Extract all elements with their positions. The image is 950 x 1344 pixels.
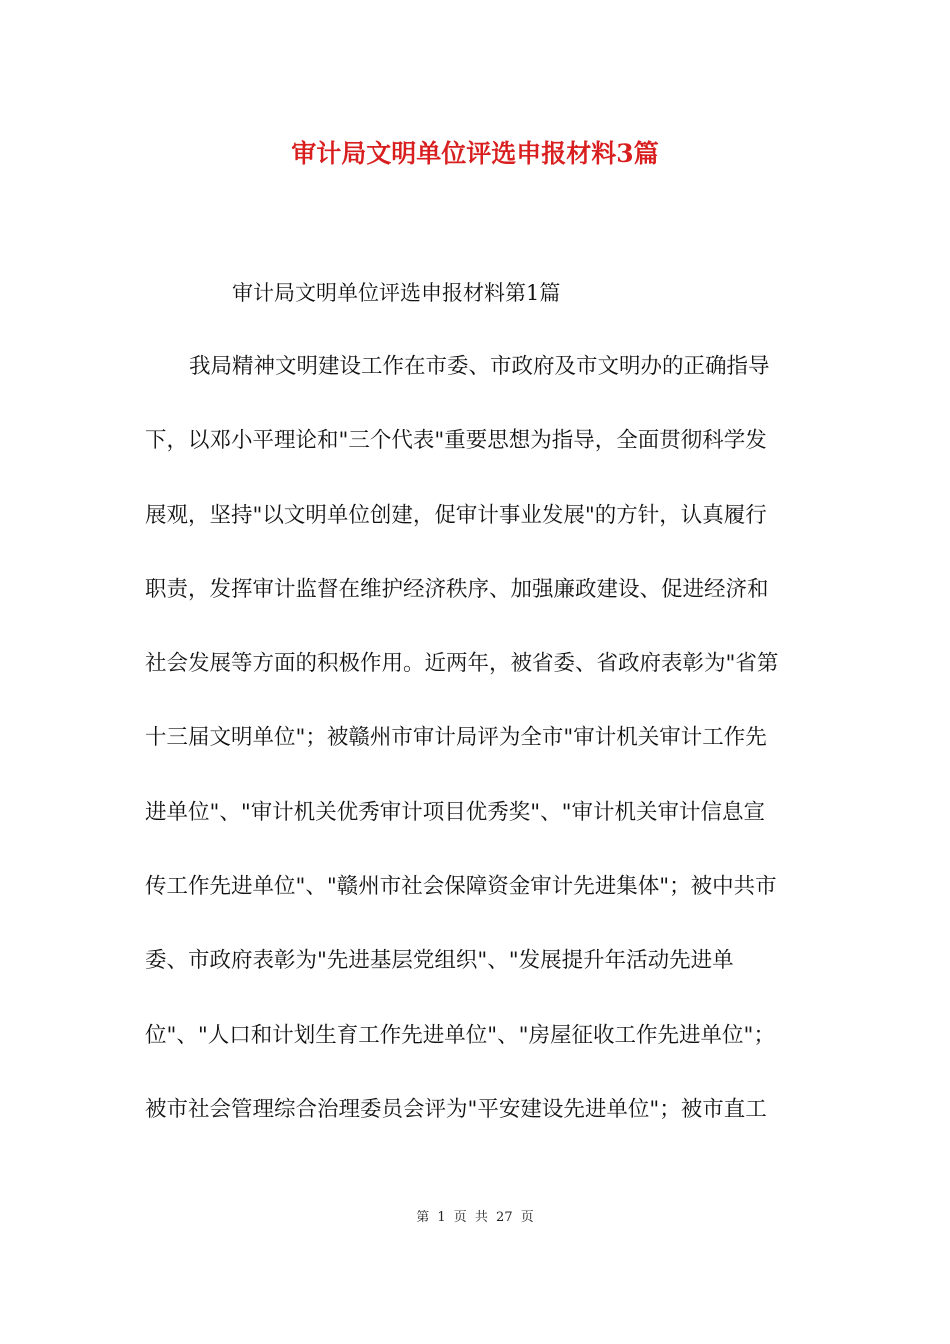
body-line: 十三届文明单位"；被赣州市审计局评为全市"审计机关审计工作先 xyxy=(145,725,767,751)
body-line: 社会发展等方面的积极作用。近两年，被省委、省政府表彰为"省第 xyxy=(145,651,779,677)
body-line: 委、市政府表彰为"先进基层党组织"、"发展提升年活动先进单 xyxy=(145,948,734,974)
body-paragraph xyxy=(145,349,810,1166)
section-heading: 审计局文明单位评选申报材料第1篇 xyxy=(232,281,561,305)
body-line: 展观，坚持"以文明单位创建，促审计事业发展"的方针，认真履行 xyxy=(145,502,767,528)
document-title: 审计局文明单位评选申报材料3篇 xyxy=(291,139,659,168)
body-line: 传工作先进单位"、"赣州市社会保障资金审计先进集体"；被中共市 xyxy=(145,874,777,900)
body-line: 被市社会管理综合治理委员会评为"平安建设先进单位"；被市直工 xyxy=(145,1096,767,1122)
body-line: 我局精神文明建设工作在市委、市政府及市文明办的正确指导 xyxy=(189,354,770,379)
body-line: 下，以邓小平理论和"三个代表"重要思想为指导，全面贯彻科学发 xyxy=(145,428,767,454)
body-line: 职责，发挥审计监督在维护经济秩序、加强廉政建设、促进经济和 xyxy=(145,576,769,602)
page-number-footer: 第 1 页 共 27 页 xyxy=(416,1210,534,1225)
body-line: 位"、"人口和计划生育工作先进单位"、"房屋征收工作先进单位"； xyxy=(145,1022,775,1048)
body-line: 进单位"、"审计机关优秀审计项目优秀奖"、"审计机关审计信息宣 xyxy=(145,799,766,825)
